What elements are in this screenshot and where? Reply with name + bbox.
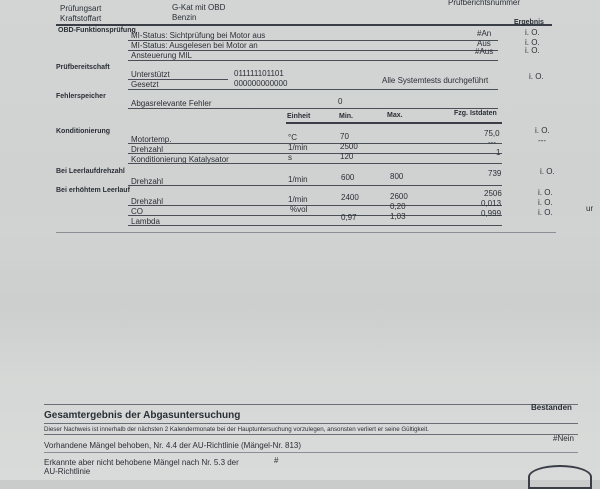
high-idle-row-label: Drehzahl <box>131 197 164 206</box>
obd-row-value: #Aus <box>475 47 494 56</box>
cond-row-label: Drehzahl <box>131 145 164 154</box>
inspection-type-label: Prüfungsart <box>60 4 102 13</box>
col-unit-header: Einheit <box>287 113 311 120</box>
errors-title: Fehlerspeicher <box>56 93 106 100</box>
high-idle-row-unit: 1/min <box>288 195 308 204</box>
row-line <box>128 153 502 154</box>
idle-unit: 1/min <box>288 175 308 184</box>
cond-row-measured: 75,0 <box>484 129 500 138</box>
col-min-header: Min. <box>339 113 353 120</box>
summary-unfixed-line1: Erkannte aber nicht behobene Mängel nach Nr. 5.3 der <box>44 458 239 467</box>
summary-validity: Dieser Nachweis ist innerhalb der nächsten 2 Kalendermonate bei der Hauptuntersuchung vorzulegen, ansonsten verliert er seine Gültigkeit. <box>44 426 429 433</box>
high-idle-row-min: 2400 <box>341 193 359 202</box>
high-idle-row-unit: %vol <box>290 205 308 214</box>
stamp-seal <box>528 465 592 489</box>
col-measured-header: Fzg. Istdaten <box>454 110 497 117</box>
conditioning-title: Konditionierung <box>56 128 111 135</box>
row-line <box>128 108 498 109</box>
high-idle-row-measured: 0,013 <box>481 199 502 208</box>
paper-shadow <box>0 230 600 380</box>
idle-result: i. O. <box>540 167 555 176</box>
summary-result: Bestanden <box>531 403 572 412</box>
idle-max: 800 <box>390 172 404 181</box>
cond-row-unit: s <box>288 153 292 162</box>
obd-row-value: Aus <box>477 39 491 48</box>
cond-row-label: Konditionierung Katalysator <box>131 155 229 164</box>
high-idle-row-result: i. O. <box>538 208 553 217</box>
row-line <box>128 225 502 226</box>
readiness-result: i. O. <box>529 72 544 81</box>
inspection-type-value: G-Kat mit OBD <box>172 3 226 12</box>
summary-title: Gesamtergebnis der Abgasuntersuchung <box>44 410 241 421</box>
errors-value: 0 <box>338 97 343 106</box>
side-mark: ur <box>586 204 594 213</box>
cond-row-label: Motortemp. <box>131 135 172 144</box>
cond-row-min: 70 <box>340 132 349 141</box>
row-line <box>128 163 502 164</box>
col-max-header: Max. <box>387 112 403 119</box>
high-idle-row-max: 0,20 <box>390 202 406 211</box>
cond-row-result: i. O. <box>535 126 550 135</box>
summary-top-line <box>44 404 578 405</box>
high-idle-row-measured: 2506 <box>484 189 502 198</box>
readiness-title: Prüfbereitschaft <box>56 64 110 71</box>
high-idle-row-measured: 0,999 <box>481 209 502 218</box>
row-line <box>128 205 502 206</box>
obd-row-label: Ansteuerung MIL <box>131 51 192 60</box>
obd-row-label: MI-Status: Sichtprüfung bei Motor aus <box>131 31 266 40</box>
cond-row-unit: 1/min <box>288 143 308 152</box>
high-idle-row-min: 0,97 <box>341 213 357 222</box>
idle-title: Bei Leerlaufdrehzahl <box>56 168 125 175</box>
idle-min: 600 <box>341 173 355 182</box>
cond-row-result: --- <box>538 136 546 145</box>
obd-title: OBD-Funktionsprüfung <box>58 27 136 34</box>
readiness-set-label: Gesetzt <box>131 80 159 89</box>
result-header: Ergebnis <box>514 19 544 26</box>
readiness-supported-label: Unterstützt <box>131 70 170 79</box>
readiness-note: Alle Systemtests durchgeführt <box>382 76 489 85</box>
summary-fixed-defects-mark: #Nein <box>553 434 574 443</box>
readiness-supported-value: 011111101101 <box>234 69 284 78</box>
cond-row-unit: °C <box>288 133 297 142</box>
summary-line <box>44 434 578 435</box>
high-idle-row-max: 2600 <box>390 192 408 201</box>
cond-row-min: 2500 <box>340 142 358 151</box>
high-idle-row-max: 1,03 <box>390 212 406 221</box>
cond-row-measured: 1 <box>496 148 501 157</box>
high-idle-row-result: i. O. <box>538 198 553 207</box>
row-line <box>128 143 502 144</box>
cond-row-measured: --- <box>488 138 496 147</box>
divider <box>56 24 552 26</box>
high-idle-row-label: Lambda <box>131 217 160 226</box>
high-idle-row-label: CO <box>131 207 143 216</box>
obd-row-result: i. O. <box>525 28 540 37</box>
summary-fixed-defects: Vorhandene Mängel behoben, Nr. 4.4 der AU-Richtlinie (Mängel-Nr. 813) <box>44 441 302 450</box>
errors-label: Abgasrelevante Fehler <box>131 99 212 108</box>
idle-measured: 739 <box>488 169 502 178</box>
summary-unfixed-line2: AU-Richtlinie <box>44 467 91 476</box>
readiness-set-value: 000000000000 <box>234 79 288 88</box>
fuel-value: Benzin <box>172 13 197 22</box>
row-line <box>128 60 498 61</box>
summary-unfixed-mark: # <box>274 456 279 465</box>
obd-row-label: MI-Status: Ausgelesen bei Motor an <box>131 41 258 50</box>
obd-row-result: i. O. <box>525 46 540 55</box>
report-number-label: Prüfberichtsnummer <box>448 0 521 7</box>
row-line <box>128 215 502 216</box>
high-idle-title: Bei erhöhtem Leerlauf <box>56 187 130 194</box>
obd-row-result: i. O. <box>525 38 540 47</box>
summary-line <box>44 423 578 424</box>
summary-line <box>44 452 578 453</box>
section-end-line <box>56 232 556 233</box>
fuel-label: Kraftstoffart <box>60 14 102 23</box>
row-line <box>128 89 498 90</box>
cond-row-min: 120 <box>340 152 354 161</box>
obd-row-value: #An <box>477 29 492 38</box>
header-line <box>286 122 502 124</box>
idle-label: Drehzahl <box>131 177 164 186</box>
high-idle-row-result: i. O. <box>538 188 553 197</box>
row-line <box>128 185 502 186</box>
